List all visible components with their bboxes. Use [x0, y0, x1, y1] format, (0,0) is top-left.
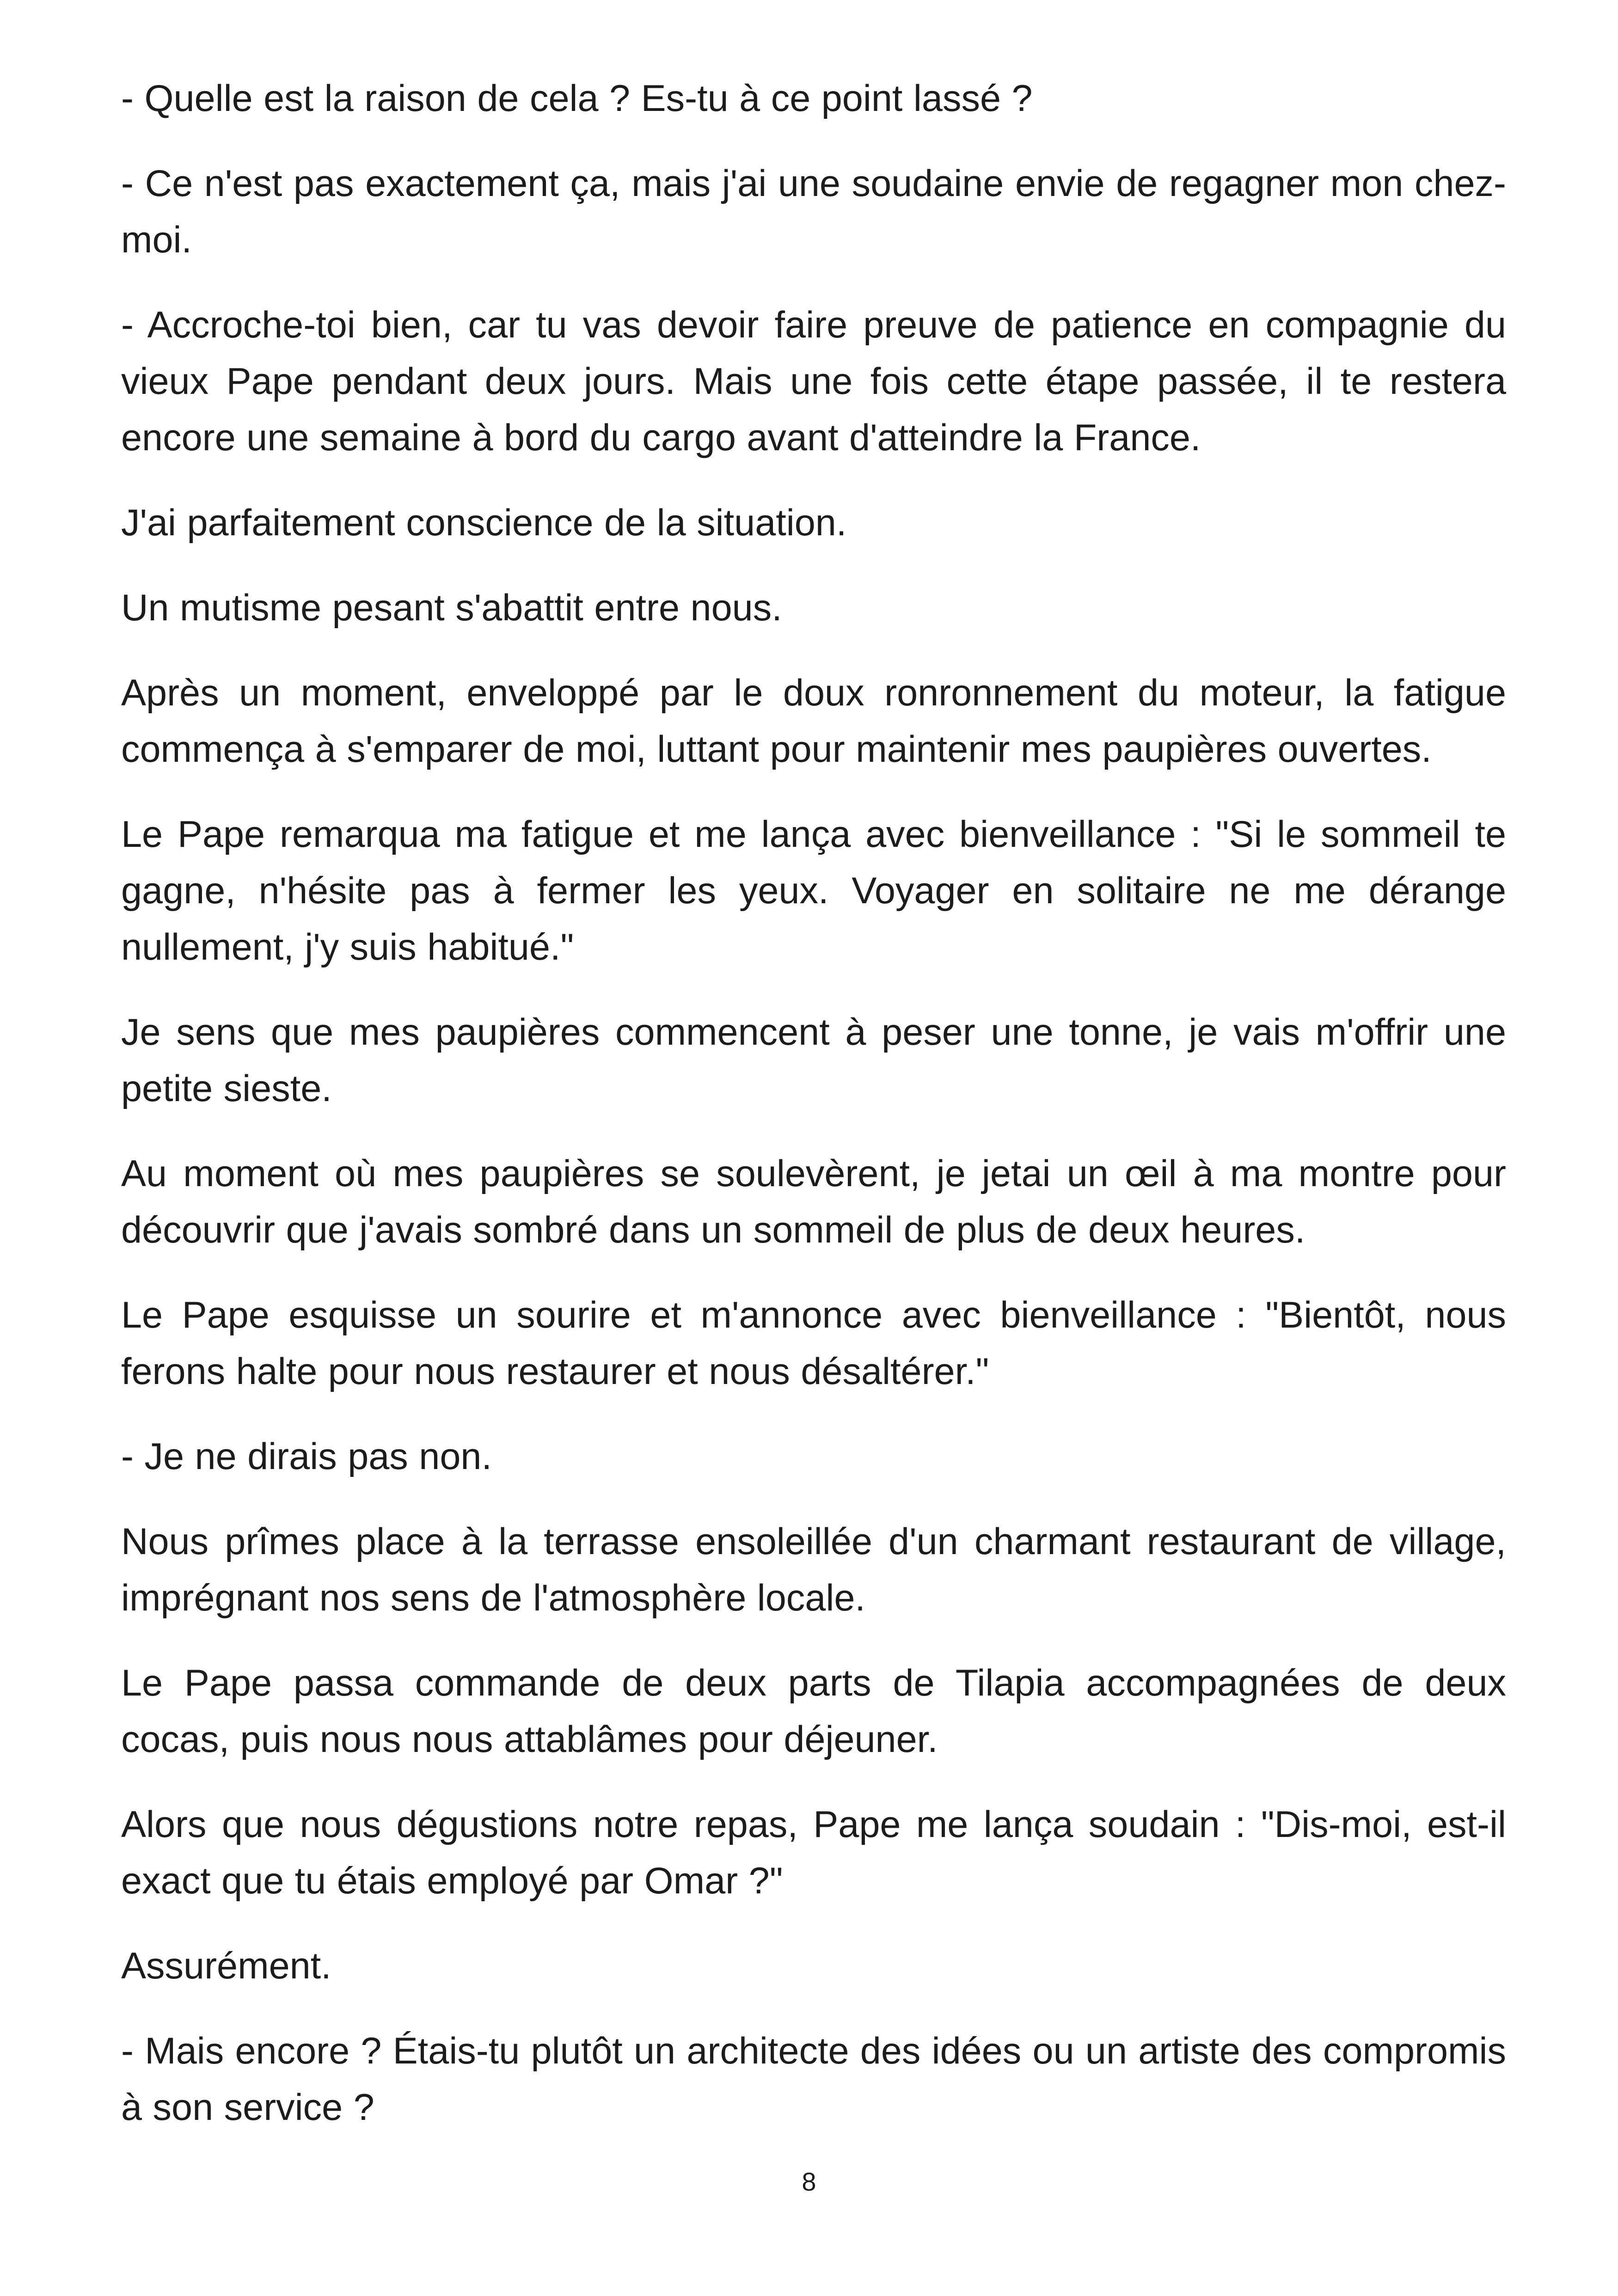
- paragraph: Le Pape passa commande de deux parts de Tilapia accompagnées de deux cocas, puis nous nous attablâmes pour déjeuner.: [121, 1662, 1506, 1760]
- paragraph: - Ce n'est pas exactement ça, mais j'ai une soudaine envie de regagner mon chez-moi.: [121, 163, 1506, 261]
- page-number: 8: [802, 2167, 816, 2196]
- paragraph: - Accroche-toi bien, car tu vas devoir faire preuve de patience en compagnie du vieux Pape pendant deux jours. Mais une fois cette étape passée, il te restera encore une semaine à bord du cargo avant d'atteindre la France.: [121, 304, 1506, 459]
- paragraph: Alors que nous dégustions notre repas, Pape me lança soudain : "Dis-moi, est-il exact que tu étais employé par Omar ?": [121, 1804, 1506, 1902]
- paragraph: - Je ne dirais pas non.: [121, 1436, 492, 1477]
- paragraph: Assurément.: [121, 1945, 331, 1987]
- paragraph: Au moment où mes paupières se soulevèrent, je jetai un œil à ma montre pour découvrir que j'avais sombré dans un sommeil de plus de deux heures.: [121, 1153, 1506, 1251]
- paragraph: Le Pape remarqua ma fatigue et me lança avec bienveillance : "Si le sommeil te gagne, n'hésite pas à fermer les yeux. Voyager en solitaire ne me dérange nullement, j'y suis habitué.": [121, 814, 1506, 968]
- paragraph: - Quelle est la raison de cela ? Es-tu à ce point lassé ?: [121, 78, 1033, 119]
- paragraph: Je sens que mes paupières commencent à peser une tonne, je vais m'offrir une petite sieste.: [121, 1011, 1506, 1109]
- paragraph: Nous prîmes place à la terrasse ensoleillée d'un charmant restaurant de village, imprégnant nos sens de l'atmosphère locale.: [121, 1521, 1506, 1619]
- page-body: [121, 70, 1506, 2164]
- paragraph: Un mutisme pesant s'abattit entre nous.: [121, 587, 782, 629]
- paragraph: - Mais encore ? Étais-tu plutôt un architecte des idées ou un artiste des compromis à son service ?: [121, 2030, 1506, 2128]
- paragraph: J'ai parfaitement conscience de la situation.: [121, 502, 847, 544]
- paragraph: Le Pape esquisse un sourire et m'annonce avec bienveillance : "Bientôt, nous ferons halte pour nous restaurer et nous désaltérer.": [121, 1294, 1506, 1392]
- paragraph: Après un moment, enveloppé par le doux ronronnement du moteur, la fatigue commença à s'emparer de moi, luttant pour maintenir mes paupières ouvertes.: [121, 672, 1506, 770]
